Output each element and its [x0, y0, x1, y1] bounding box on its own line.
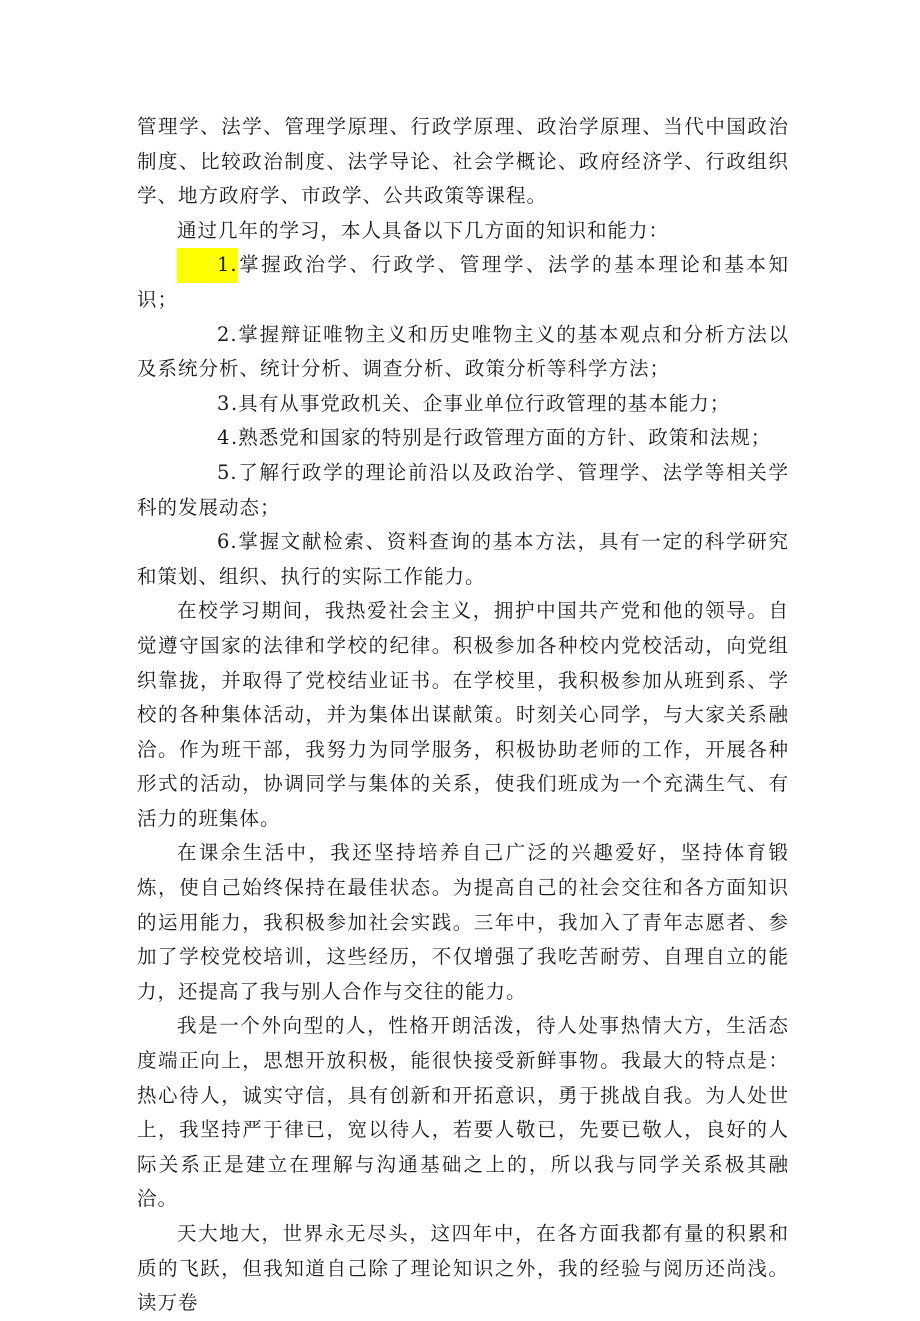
paragraph-abilities-intro: 通过几年的学习，本人具备以下几方面的知识和能力： — [177, 218, 670, 242]
list-number: 2 — [217, 322, 231, 346]
list-item-text: .掌握辩证唯物主义和历史唯物主义的基本观点和分析方法以及系统分析、统计分析、调查分析、政策分析等科学方法； — [137, 322, 789, 381]
list-item-5 — [137, 456, 789, 525]
paragraph-school-life: 在校学习期间，我热爱社会主义，拥护中国共产党和他的领导。自觉遵守国家的法律和学校的纪律。积极参加各种校内党校活动，向党组织靠拢，并取得了党校结业证书。在学校里，我积极参加从班到系、学校的各种集体活动，并为集体出谋献策。时刻关心同学，与大家关系融洽。作为班干部，我努力为同学服务，积极协助老师的工作，开展各种形式的活动，协调同学与集体的关系，使我们班成为一个充满生气、有活力的班集体。 — [137, 599, 789, 830]
list-item-text: .具有从事党政机关、企事业单位行政管理的基本能力； — [231, 391, 731, 415]
list-item-6 — [137, 525, 789, 594]
list-item-1 — [137, 248, 789, 317]
paragraph-extracurricular: 在课余生活中，我还坚持培养自己广泛的兴趣爱好，坚持体育锻炼，使自己始终保持在最佳状态。为提高自己的社会交往和各方面知识的运用能力，我积极参加社会实践。三年中，我加入了青年志愿者、参加了学校党校培训，这些经历，不仅增强了我吃苦耐劳、自理自立的能力，还提高了我与别人合作与交往的能力。 — [137, 841, 789, 1003]
list-number: 4 — [217, 426, 231, 450]
list-item-text: .掌握文献检索、资料查询的基本方法，具有一定的科学研究和策划、组织、执行的实际工作能力。 — [137, 530, 789, 588]
paragraph-personality: 我是一个外向型的人，性格开朗活泼，待人处事热情大方，生活态度端正向上，思想开放积极，能很快接受新鲜事物。我最大的特点是：热心待人，诚实守信，具有创新和开拓意识，勇于挑战自我。为人处世上，我坚持严于律已，宽以待人，若要人敬已，先要已敬人，良好的人际关系正是建立在理解与沟通基础之上的，所以我与同学关系极其融洽。 — [137, 1014, 789, 1211]
paragraph-conclusion: 天大地大，世界永无尽头，这四年中，在各方面我都有量的积累和质的飞跃，但我知道自己除了理论知识之外，我的经验与阅历还尚浅。读万卷 — [137, 1222, 789, 1315]
list-item-2 — [137, 318, 789, 387]
document-body — [137, 110, 789, 1321]
list-item-3 — [137, 387, 789, 422]
list-number: 5 — [217, 460, 231, 484]
list-item-4 — [137, 421, 789, 456]
list-number: 6 — [217, 530, 231, 554]
list-item-text: .了解行政学的理论前沿以及政治学、管理学、法学等相关学科的发展动态； — [137, 460, 789, 519]
list-item-text: 掌握政治学、行政学、管理学、法学的基本理论和基本知识； — [137, 253, 789, 311]
list-number: 3 — [217, 391, 231, 415]
list-number-highlighted: 1. — [177, 248, 238, 283]
list-item-text: .熟悉党和国家的特别是行政管理方面的方针、政策和法规； — [231, 426, 772, 450]
paragraph-courses: 管理学、法学、管理学原理、行政学原理、政治学原理、当代中国政治制度、比较政治制度、法学导论、社会学概论、政府经济学、行政组织学、地方政府学、市政学、公共政策等课程。 — [137, 115, 789, 208]
